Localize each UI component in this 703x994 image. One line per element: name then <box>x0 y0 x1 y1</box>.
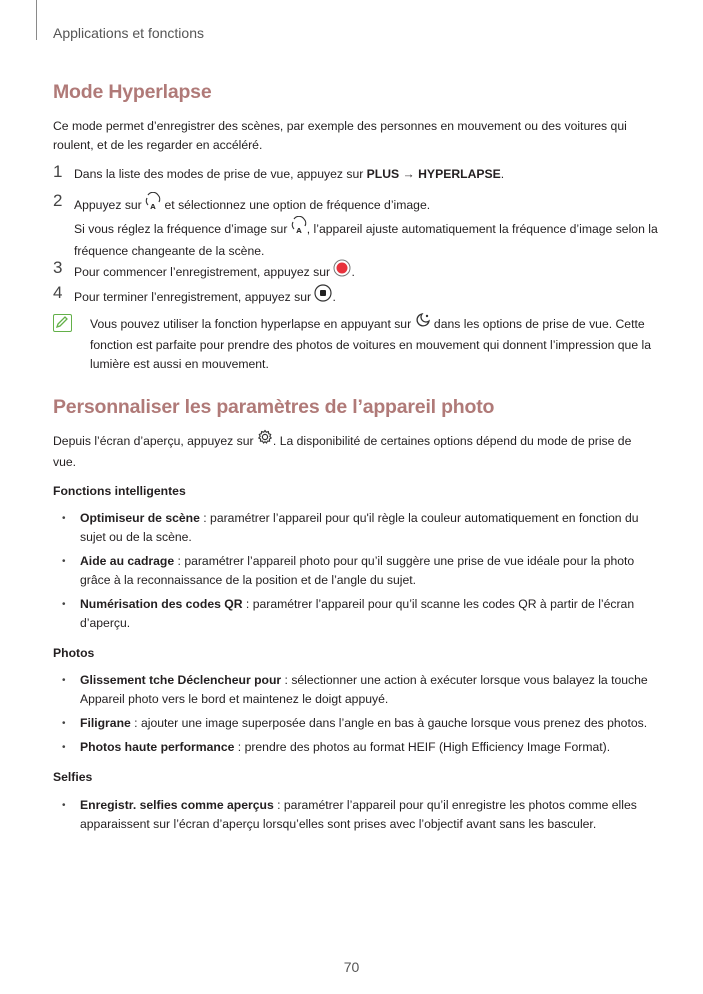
step-3: 3 Pour commencer l’enregistrement, appuyez sur . <box>53 261 658 285</box>
section-heading: Fonctions intelligentes <box>53 484 186 498</box>
list-item: • Photos haute performance : prendre des photos au format HEIF (High Efficiency Image Format). <box>62 740 611 754</box>
list-item: • Filigrane : ajouter une image superposée dans l’angle en bas à gauche lorsque vous prenez des photos. <box>62 716 648 730</box>
step-number: 4 <box>53 283 63 302</box>
note-pencil-icon <box>53 314 72 332</box>
record-icon <box>333 259 351 283</box>
section-heading: Photos <box>53 646 95 660</box>
hyperlapse-intro: Ce mode permet d’enregistrer des scènes, par exemple des personnes en mouvement ou des voitures qui roulent, et de les regarder en accéléré. <box>53 119 627 152</box>
settings-title: Personnaliser les paramètres de l’appareil photo <box>53 396 495 418</box>
step-4: 4 Pour terminer l’enregistrement, appuyez sur . <box>53 286 658 310</box>
list-item: • Aide au cadrage : paramétrer l’appareil photo pour qu’il suggère une prise de vue idéale pour la photo grâce à la reconnaissance de la position et de l’angle du sujet. <box>62 554 635 587</box>
step-1: 1 Dans la liste des modes de prise de vue, appuyez sur PLUS → HYPERLAPSE. <box>53 162 505 181</box>
menu-path: PLUS → HYPERLAPSE <box>366 167 501 181</box>
list-item: • Enregistr. selfies comme aperçus : paramétrer l’appareil pour qu’il enregistre les photos comme elles apparaissent sur l’écran d’aperçu lorsqu’elles sont prises avec l’objectif avant sans les basculer. <box>62 798 637 831</box>
stop-icon <box>314 284 332 308</box>
page-number: 70 <box>343 959 360 975</box>
hyperlapse-title: Mode Hyperlapse <box>53 81 212 103</box>
step-number: 1 <box>53 162 63 181</box>
auto-frame-rate-icon <box>291 216 307 240</box>
note-box: Vous pouvez utiliser la fonction hyperlapse en appuyant sur dans les options de prise de vue. Cette fonction est parfaite pour prendre des photos de voitures en mouvement qui donnent l’impression que la lumière est aussi en mouvement. <box>53 314 658 374</box>
section-header: Applications et fonctions <box>53 25 204 41</box>
list-item: • Glissement tche Déclencheur pour : sélectionner une action à exécuter lorsque vous balayez la touche Appareil photo vers le bord et maintenez le doigt appuyé. <box>62 673 648 706</box>
settings-intro: Depuis l’écran d’aperçu, appuyez sur . La disponibilité de certaines options dépend du mode de prise de vue. <box>53 431 653 472</box>
svg-text:A: A <box>296 227 302 234</box>
list-item: • Optimiseur de scène : paramétrer l’appareil pour qu'il règle la couleur automatiquement en fonction du sujet ou de la scène. <box>62 511 639 544</box>
step-number: 2 <box>53 191 63 210</box>
night-hyperlapse-icon <box>415 312 431 334</box>
step-number: 3 <box>53 258 63 277</box>
svg-text:A: A <box>150 203 156 210</box>
gear-icon <box>257 429 273 451</box>
margin-rule <box>36 0 37 40</box>
auto-frame-rate-icon <box>145 192 161 216</box>
list-item: • Numérisation des codes QR : paramétrer l’appareil pour qu’il scanne les codes QR à partir de l’écran d’aperçu. <box>62 597 635 630</box>
section-heading: Selfies <box>53 770 93 784</box>
step-2: 2 Appuyez sur A et sélectionnez une option de fréquence d’image. Si vous réglez la fréquence d’image sur A , l’appareil ajuste automatiquement la fréquence d’image selon la fréquence changeante de la scène. <box>53 191 658 258</box>
